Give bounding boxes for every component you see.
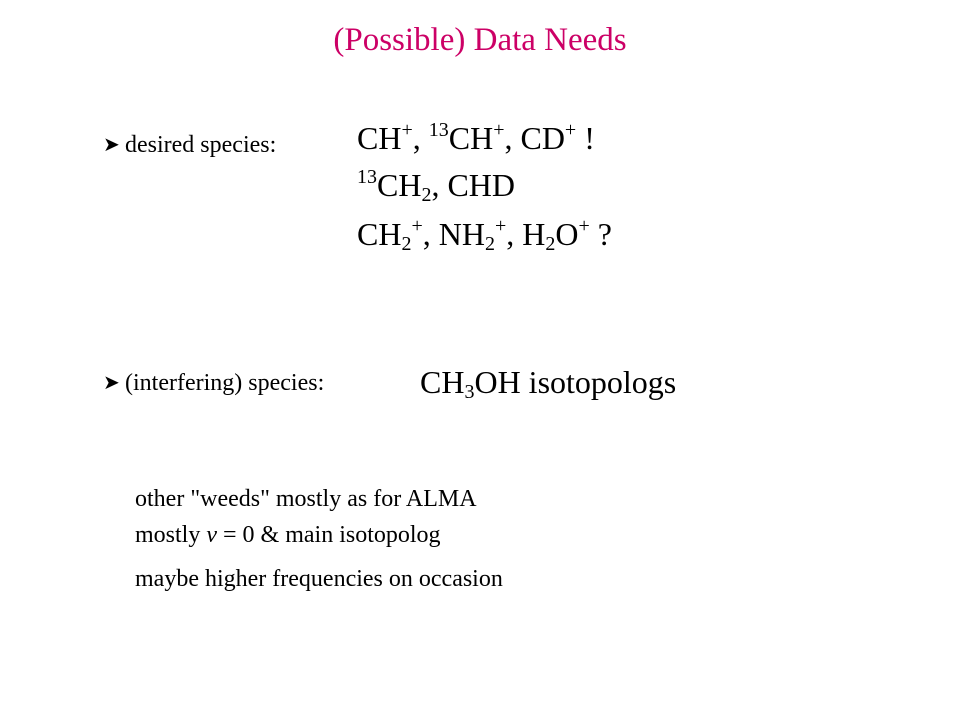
desired-species-label: desired species:	[125, 132, 277, 158]
interfering-species-formula: $CH_3OH$ isotopologs	[420, 364, 677, 403]
desired-species-line-2: $^{13}CH_2$, CHD	[357, 166, 516, 206]
desired-species-line-3: $CH_2^+$, $NH_2^+$, $H_2O^+$ ?	[357, 215, 612, 255]
interfering-species-label: (interfering) species:	[125, 370, 325, 396]
note-isotopolog: mostly v = 0 & main isotopolog	[135, 522, 441, 548]
note-frequencies: maybe higher frequencies on occasion	[135, 566, 503, 592]
desired-species-line-1: CH+, $^{13}$CH+, CD+ !	[357, 119, 595, 156]
interfering-species-bullet	[103, 370, 324, 397]
slide-title: (Possible) Data Needs	[333, 22, 627, 58]
note-weeds: other "weeds" mostly as for ALMA	[135, 486, 477, 512]
arrowhead-bullet-icon: ➤	[103, 372, 120, 394]
arrowhead-bullet-icon: ➤	[103, 134, 120, 156]
desired-species-bullet	[103, 132, 276, 159]
